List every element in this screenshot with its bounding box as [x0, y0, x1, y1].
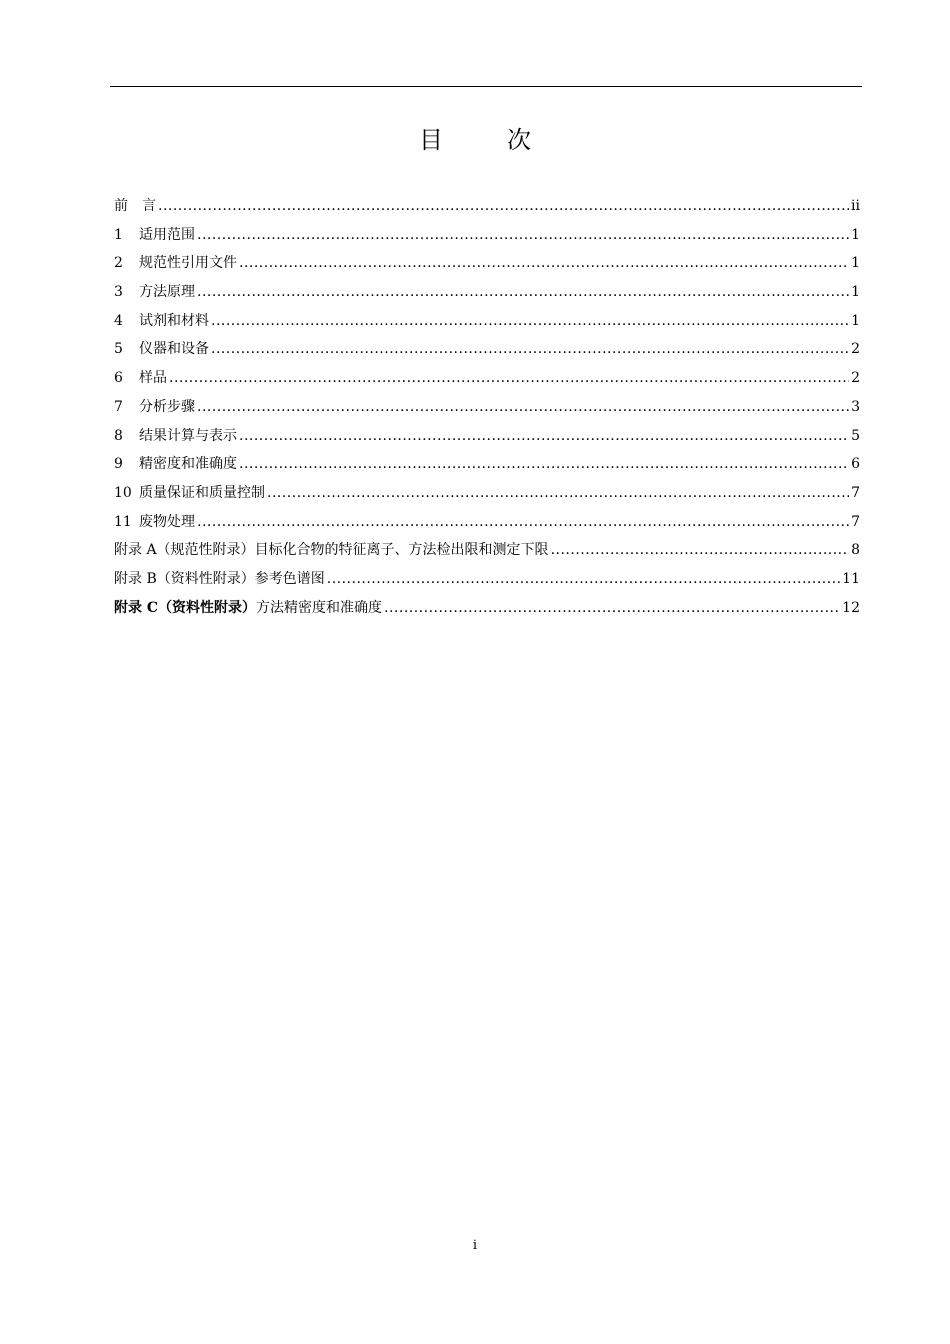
toc-entry-appendix-a[interactable]: [114, 540, 860, 569]
toc-entry-1[interactable]: [114, 225, 860, 254]
dot-leader: [197, 512, 849, 532]
toc-entry-title: 规范性引用文件: [139, 255, 237, 272]
toc-page-number: 7: [851, 513, 860, 530]
toc-entry-title: 参考色谱图: [254, 570, 325, 587]
toc-entry-title: 试剂和材料: [139, 312, 209, 329]
dot-leader: [158, 196, 849, 216]
toc-entry-6[interactable]: [114, 368, 860, 397]
page-number-footer: i: [472, 1238, 478, 1253]
toc-entry-appendix-b[interactable]: [114, 569, 860, 598]
dot-leader: [197, 282, 849, 302]
dot-leader: [211, 311, 849, 331]
toc-entry-title: 废物处理: [139, 513, 195, 530]
toc-entry-7[interactable]: [114, 397, 860, 426]
dot-leader: [267, 483, 849, 503]
toc-section-number: 6: [114, 370, 123, 387]
toc-entry-4[interactable]: [114, 311, 860, 340]
toc-page-number: 6: [851, 456, 860, 473]
toc-page-number: 11: [842, 570, 860, 587]
dot-leader: [327, 569, 840, 589]
toc-section-number: 10: [114, 484, 132, 501]
toc-section-number: 1: [114, 226, 123, 243]
toc-entry-title: 质量保证和质量控制: [139, 484, 265, 501]
toc-entry-5[interactable]: [114, 339, 860, 368]
toc-entry-10[interactable]: [114, 483, 860, 512]
toc-page-number: ii: [851, 198, 860, 214]
toc-entry-9[interactable]: [114, 454, 860, 483]
toc-section-number: 3: [114, 284, 123, 301]
toc-entry-label: 前 言: [114, 198, 156, 214]
toc-section-number: 5: [114, 341, 123, 358]
dot-leader: [169, 368, 849, 388]
toc-entry-8[interactable]: [114, 426, 860, 455]
toc-section-number: 4: [114, 312, 123, 329]
toc-section-number: 11: [114, 513, 132, 530]
toc-appendix-label: 附录 B（资料性附录）: [114, 570, 255, 587]
toc-entry-foreword[interactable]: [114, 196, 860, 225]
toc-page-number: 3: [851, 398, 860, 415]
header-rule: [110, 86, 862, 87]
toc-entry-11[interactable]: [114, 512, 860, 541]
toc-entry-title: 方法原理: [139, 284, 195, 301]
toc-section-number: 2: [114, 255, 123, 272]
toc-entry-3[interactable]: [114, 282, 860, 311]
toc-page-number: 2: [851, 341, 860, 358]
dot-leader: [239, 426, 849, 446]
toc-entry-title: 方法精密度和准确度: [256, 599, 383, 616]
toc-entry-title: 结果计算与表示: [139, 427, 237, 444]
dot-leader: [211, 339, 849, 359]
toc-entry-appendix-c[interactable]: [114, 598, 860, 627]
toc-section-number: 8: [114, 427, 123, 444]
toc-page-number: 8: [851, 542, 860, 559]
toc-page-number: 1: [851, 255, 860, 272]
toc-page-number: 5: [851, 427, 860, 444]
toc-entry-title: 精密度和准确度: [139, 456, 237, 473]
toc-page-number: 7: [851, 484, 860, 501]
toc-entry-title: 目标化合物的特征离子、方法检出限和测定下限: [254, 542, 549, 559]
page-title: 目 次: [419, 126, 551, 154]
dot-leader: [239, 454, 849, 474]
dot-leader: [551, 540, 850, 560]
toc-entry-title: 适用范围: [139, 226, 195, 243]
dot-leader: [197, 397, 849, 417]
dot-leader: [239, 253, 849, 273]
toc-entry-title: 样品: [139, 370, 167, 387]
toc-entry-title: 分析步骤: [139, 398, 195, 415]
toc-page-number: 1: [851, 284, 860, 301]
toc-page-number: 2: [851, 370, 860, 387]
dot-leader: [197, 225, 849, 245]
toc-appendix-label: 附录 A（规范性附录）: [114, 542, 255, 559]
toc-section-number: 9: [114, 456, 123, 473]
toc-section-number: 7: [114, 398, 123, 415]
toc-entry-2[interactable]: [114, 253, 860, 282]
toc-page-number: 1: [851, 226, 860, 243]
dot-leader: [384, 598, 840, 618]
toc-appendix-label: 附录 C（资料性附录）: [114, 599, 257, 616]
toc-page-number: 1: [851, 312, 860, 329]
table-of-contents: [114, 196, 860, 626]
toc-entry-title: 仪器和设备: [139, 341, 209, 358]
toc-page-number: 12: [842, 599, 860, 616]
